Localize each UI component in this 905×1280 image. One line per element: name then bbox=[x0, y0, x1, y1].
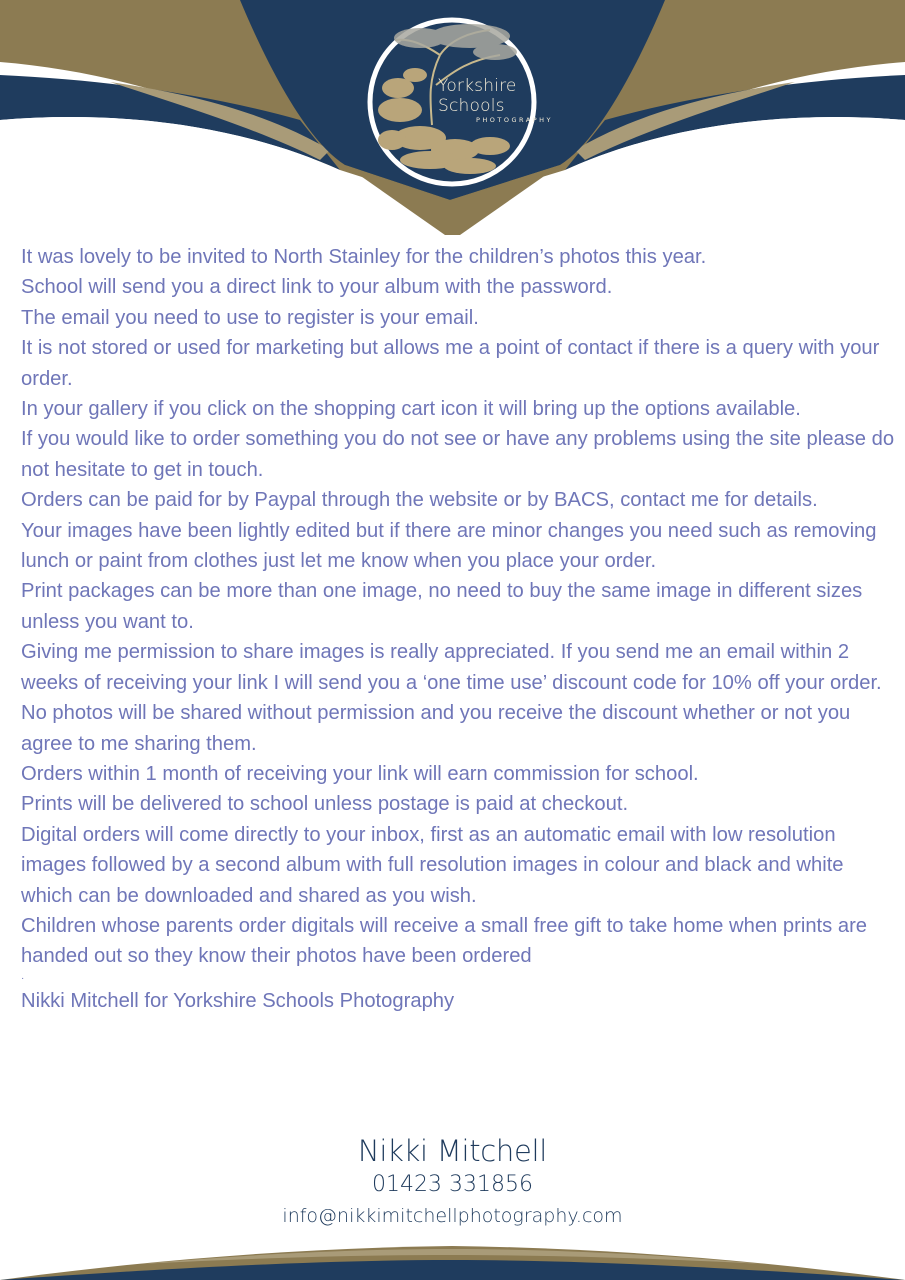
letter-line: In your gallery if you click on the shopping cart icon it will bring up the options available. bbox=[21, 398, 801, 421]
letter-line: School will send you a direct link to your album with the password. bbox=[21, 276, 613, 299]
contact-name: Nikki Mitchell bbox=[357, 1134, 548, 1168]
letter-line: Print packages can be more than one image, no need to buy the same image in different sizes unless you want to. bbox=[21, 580, 863, 633]
logo-title: Yorkshire Schools bbox=[438, 76, 517, 116]
letter-line: Giving me permission to share images is really appreciated. If you send me an email within 2 weeks of receiving your link I will send you a ‘one time use’ discount code for 10% off your order. bbox=[21, 641, 882, 694]
contact-block bbox=[0, 1132, 905, 1232]
letter-line: No photos will be shared without permission and you receive the discount whether or not you agree to me sharing them. bbox=[21, 702, 851, 755]
letter-line: Prints will be delivered to school unless postage is paid at checkout. bbox=[21, 793, 629, 816]
letter-line: Your images have been lightly edited but if there are minor changes you need such as removing lunch or paint from clothes just let me know when you place your order. bbox=[21, 519, 877, 573]
letter-signoff: Nikki Mitchell for Yorkshire Schools Photography bbox=[21, 989, 455, 1012]
letter-line: Children whose parents order digitals will receive a small free gift to take home when prints are handed out so they know their photos have been ordered bbox=[21, 914, 868, 968]
letter-line: Orders can be paid for by Paypal through the website or by BACS, contact me for details. bbox=[21, 489, 818, 512]
logo bbox=[438, 76, 578, 125]
contact-phone: 01423 331856 bbox=[372, 1172, 533, 1197]
letter-line: It is not stored or used for marketing but allows me a point of contact if there is a query with your order. bbox=[21, 337, 880, 390]
letter-line: It was lovely to be invited to North Stainley for the children’s photos this year. bbox=[21, 246, 707, 268]
separator-dot: · bbox=[21, 972, 25, 984]
letter-line: The email you need to use to register is your email. bbox=[21, 306, 479, 329]
footer-banner bbox=[0, 1220, 905, 1280]
letter-line: Digital orders will come directly to your inbox, first as an automatic email with low resolution images followed by a second album with full resolution images in colour and black and white which can be downloaded and shared as you wish. bbox=[21, 823, 844, 907]
logo-subtitle: PHOTOGRAPHY bbox=[476, 116, 554, 124]
contact-email[interactable]: info@nikkimitchellphotography.com bbox=[282, 1205, 623, 1227]
letter-line: If you would like to order something you do not see or have any problems using the site please do not hesitate to get in touch. bbox=[21, 428, 895, 481]
letter-line: Orders within 1 month of receiving your link will earn commission for school. bbox=[21, 762, 699, 785]
letter-body bbox=[21, 242, 896, 1016]
